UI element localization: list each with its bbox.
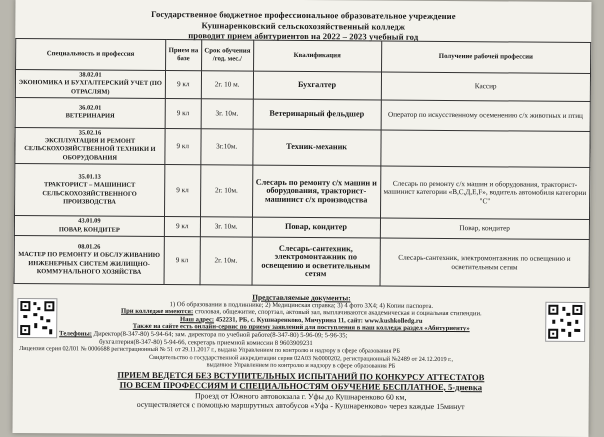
- profession-cell: Повар, кондитер: [380, 218, 590, 239]
- header-line-3: проводит прием абитуриентов на 2022 – 2023 учебный год: [188, 30, 419, 42]
- base-cell: 9 кл: [165, 128, 201, 164]
- admission-note-1: ПРИЕМ ВЕДЕТСЯ БЕЗ ВСТУПИТЕЛЬНЫХ ИСПЫТАНИЙ ПО КОНКУРСУ АТТЕСТАТОВ: [117, 369, 485, 383]
- term-cell: 2г. 10м.: [200, 165, 252, 217]
- col-specialty: Специальность и профессия: [16, 38, 166, 70]
- specialty-code: 36.02.01: [78, 104, 102, 112]
- accreditation-issuer: выданное Управлением по контролю и надзору в сфере образования РБ: [206, 361, 396, 370]
- qualification-cell: Техник-механик: [253, 129, 381, 166]
- base-cell: 9 кл: [165, 98, 201, 128]
- admission-flyer: [12, 0, 591, 437]
- online-service: Также на сайте есть онлайн-сервис по приему заявлений для поступления в наш колледж раздел «Абитуриенту»: [132, 323, 470, 333]
- specialty-name: ТРАКТОРИСТ – МАШИНИСТ СЕЛЬСКОХОЗЯЙСТВЕННОГО ПРОИЗВОДСТВА: [42, 181, 137, 206]
- admission-note-2: ПО ВСЕМ ПРОФЕССИЯМ И СПЕЦИАЛЬНОСТЯМ ОБУЧЕНИЕ БЕСПЛАТНОЕ, 5-дневка: [119, 379, 483, 392]
- specialty-code: 43.01.09: [78, 217, 101, 225]
- specialty-cell: [14, 236, 164, 285]
- specialty-cell: [15, 127, 165, 164]
- address-label: Наш адрес:: [179, 315, 215, 324]
- college-facilities-label: При колледже имеются:: [120, 307, 194, 316]
- phones-label: Телефоны:: [59, 330, 93, 338]
- table-row: [15, 164, 590, 220]
- base-cell: 9 кл: [164, 165, 200, 217]
- qualification-cell: Слесарь-сантехник, электромонтажник по освещению и осветительным сетям: [252, 237, 380, 286]
- phones-line-2: бухгалтерия(8-347-80) 5-94-66, секретарь приемной комиссии 8 9603909231: [99, 338, 313, 347]
- qualification-cell: Повар, кондитер: [252, 217, 380, 238]
- specialty-code: 38.02.01: [79, 71, 102, 79]
- term-cell: 3г. 10м.: [200, 217, 252, 237]
- specialty-name: ЭКСПЛУАТАЦИЯ И РЕМОНТ СЕЛЬСКОХОЗЯЙСТВЕННОЙ ТЕХНИКИ И ОБОРУДОВАНИЯ: [24, 137, 156, 162]
- qualification-cell: Слесарь по ремонту с/х машин и оборудования, тракторист-машинист с/х производства: [252, 165, 380, 218]
- profession-cell: Слесарь-сантехник, электромонтажник по освещению и осветительным сетям: [380, 238, 590, 287]
- specialty-code: 35.01.13: [78, 173, 101, 181]
- col-profession: Получение рабочей профессии: [381, 41, 591, 73]
- specialty-name: ЭКОНОМИКА И БУХГАЛТЕРСКИЙ УЧЕТ (ПО ОТРАСЛЯМ): [18, 79, 162, 96]
- base-cell: 9 кл: [164, 237, 200, 285]
- profession-cell: Слесарь по ремонту с/х машин и оборудования, тракторист-машинист категории «В,С,Д,Е,F», водитель автомобиля категории "С": [380, 166, 590, 219]
- accreditation: Свидетельство о государственной аккредитации серия 02А03 №0000202, регистрационный №2489 от 24.12.2019 г.,: [148, 353, 454, 363]
- base-cell: 9 кл: [164, 217, 200, 237]
- header-line-1: Государственное бюджетное профессиональное образовательное учреждение: [151, 8, 456, 22]
- phones-line-1: Директор(8-347-80) 5-94-64; зам. директора по учебной работе(8-347-80) 5-96-09; 5-96-35;: [93, 330, 348, 340]
- term-cell: 3г. 10м.: [201, 99, 253, 129]
- base-cell: 9 кл: [165, 71, 201, 99]
- term-cell: 2г. 10 м.: [201, 71, 253, 99]
- license: Лицензия серия 02Л01 № 0006688 регистрационный № 51 от 29.11.2017 г., выдана Управлением по контролю и надзору в сфере образования РБ: [19, 345, 400, 355]
- specialty-name: МАСТЕР ПО РЕМОНТУ И ОБСЛУЖИВАНИЮ ИНЖЕНЕРНЫХ СИСТЕМ ЖИЛИЩНО-КОММУНАЛЬНОГО ХОЗЯЙСТВА: [18, 251, 161, 276]
- specialty-code: 08.01.26: [77, 243, 101, 251]
- route-line-1: Проезд от Южного автовокзала г. Уфы до Кушнаренково 60 км,: [195, 390, 407, 402]
- specialty-code: 35.02.16: [78, 129, 102, 137]
- table-row: [15, 127, 590, 167]
- table-header-row: [16, 38, 591, 73]
- specialty-cell: [14, 216, 164, 237]
- header-line-2: Кушнаренковский сельскохозяйственный колледж: [201, 19, 406, 32]
- specialty-name: ПОВАР, КОНДИТЕР: [58, 225, 120, 234]
- documents-list: 1) Об образовании в подлиннике; 2) Медицинская справка; 3) 4 фото 3Х4; 4) Копии паспорта.: [169, 300, 434, 310]
- table-row: [14, 236, 589, 288]
- col-term: Срок обучения /год. мес./: [201, 40, 253, 71]
- flyer-footer: [13, 292, 590, 412]
- profession-cell: Кассир: [381, 72, 591, 101]
- college-facilities-text: столовая, общежитие, спортзал, актовый зал, выплачиваются академическая и социальная стипендии.: [194, 308, 482, 318]
- qualification-cell: Бухгалтер: [253, 71, 381, 100]
- route-line-2: осуществляется с помощью маршрутных автобусов «Уфа - Кушнаренково» через каждые 15минут: [136, 399, 465, 411]
- qualification-cell: Ветеринарный фельдшер: [253, 99, 381, 130]
- table-row: [15, 69, 590, 101]
- specialty-cell: [15, 69, 165, 98]
- specialty-cell: [15, 164, 165, 217]
- table-row: [15, 97, 590, 131]
- col-qualification: Квалификация: [253, 40, 381, 72]
- specialty-name: ВЕТЕРИНАРИЯ: [65, 112, 115, 121]
- term-cell: 3г.10м.: [201, 129, 253, 166]
- specialty-cell: [15, 97, 165, 128]
- specialties-table: [14, 38, 592, 288]
- address-text: 452231, РБ, с. Кушнаренково, Мичурина 11, сайт: www.kushkolledg.ru: [215, 316, 423, 325]
- col-base: Прием на базе: [165, 40, 201, 71]
- documents-title: Представляемые документы:: [252, 292, 351, 303]
- term-cell: 2г. 10м.: [200, 237, 252, 285]
- profession-cell: Оператор по искусственному осеменению с/х животных и птиц: [381, 100, 591, 131]
- profession-cell: [380, 130, 590, 168]
